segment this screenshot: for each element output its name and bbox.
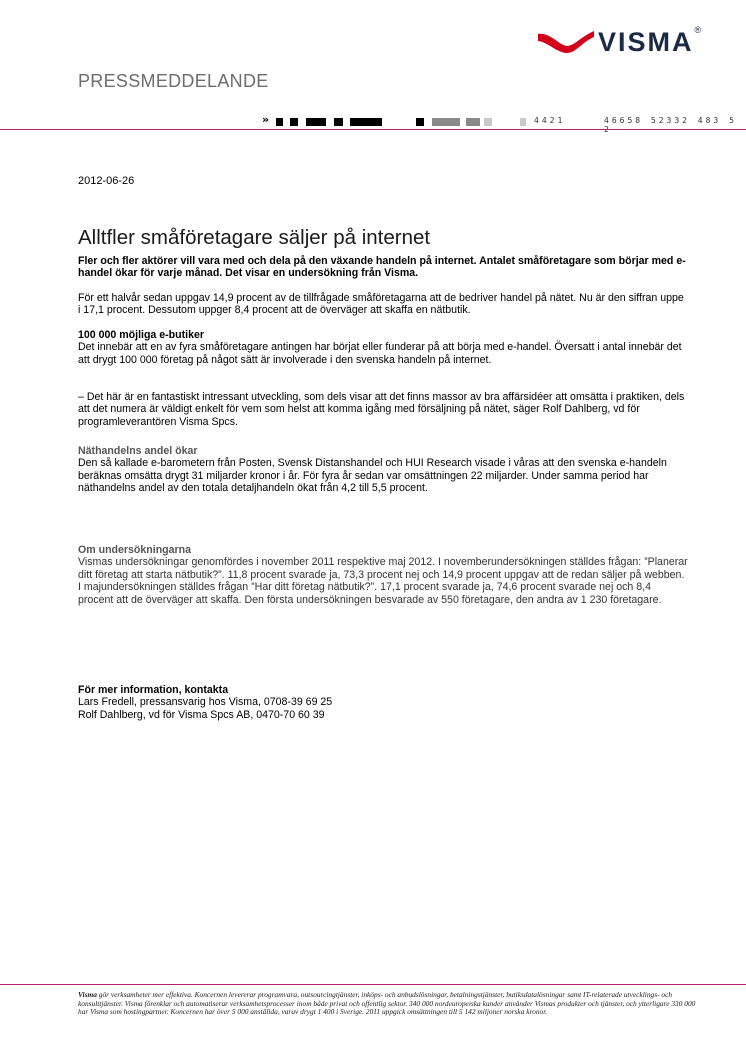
section-heading: 100 000 möjliga e-butiker — [78, 329, 205, 341]
footer-boilerplate — [78, 991, 698, 1017]
visma-swoosh-icon — [536, 28, 596, 56]
body-paragraph-1: För ett halvår sedan uppgav 14,9 procent av de tillfrågade småföretagarna att de bedriver handel på nätet. Nu är den siffran uppe i 17,1 procent. Dessutom uppger 8,4 procent att de överväger att skaffa en nätbutik. — [78, 292, 684, 317]
release-date: 2012-06-26 — [78, 175, 135, 187]
visma-logo — [536, 24, 726, 60]
section-heading: Om undersökningarna — [78, 544, 192, 556]
contact-block — [78, 684, 688, 721]
headline: Alltfler småföretagare säljer på internet — [78, 226, 431, 249]
footer-text: gör verksamheter mer effektiva. Koncernen levererar programvara, outsourcingtjänster, inköps- och anbudslösningar, betalningstjänster, butiksdatalösningar samt IT-relaterade utvecklings- och konsulttjänster. Visma förenklar och automatiserar verksamhetsprocesser inom både privat och offentlig sektor. 340 000 nordeuropeiska kunder använder Vismas produkter och tjänster, och ytterligare 330 000 har Visma som hostingpartner. Koncernen har över 5 000 anställda, varav drygt 1 400 i Sverige. 2011 uppgick omsättningen till 5 142 miljoner norska kronor. — [78, 990, 696, 1017]
section-text: Vismas undersökningar genomfördes i november 2011 respektive maj 2012. I novemberundersökningen ställdes frågan: ”Planerar ditt företag att starta nätbutik?”. 11,8 procent svarade ja, 73,3 procent nej och 14,9 procent uppgav att de redan säljer på webben. I majundersökningen ställdes frågan ”Har ditt företag nätbutik?”. 17,1 procent svarade ja, 74,6 procent svarade nej och 8,4 procent att de överväger att skaffa. Den första undersökningen besvarade av 550 företagare, den andra av 1 230 företagare. — [78, 556, 688, 606]
section-text: Den så kallade e-barometern från Posten, Svensk Distanshandel och HUI Research visade i våras att den svenska e-handeln beräknas omsätta drygt 31 miljarder kronor i år. För fyra år sedan var omsättningen 22 miljarder. Under samma period har näthandelns andel av den totala detaljhandeln ökat från 4,2 till 5,5 procent. — [78, 457, 667, 495]
quote-paragraph: – Det här är en fantastiskt intressant utveckling, som dels visar att det finns massor av bra affärsidéer att omsätta i praktiken, dels att det numera är väldigt enkelt för vem som helst att komma igång med försäljning på nätet, säger Rolf Dahlberg, vd för programleverantören Visma Spcs. — [78, 391, 685, 428]
section-heading: Näthandelns andel ökar — [78, 445, 198, 457]
barcode-strip — [262, 115, 746, 127]
section-e-butiker — [78, 329, 688, 366]
registered-mark: ® — [694, 25, 702, 35]
section-text: Det innebär att en av fyra småföretagare antingen har börjat eller funderar på att börja med e-handel. Översatt i antal innebär det att drygt 100 000 företag på något sätt är involverade i den svenska handeln på internet. — [78, 341, 682, 366]
section-undersokningar — [78, 544, 688, 606]
contact-line-2: Rolf Dahlberg, vd för Visma Spcs AB, 0470-70 60 39 — [78, 708, 325, 721]
lead-paragraph: Fler och fler aktörer vill vara med och dela på den växande handeln på internet. Antalet småföretagare som börjar med e-handel ökar för varje månad. Det visar en undersökning från Visma. — [78, 255, 686, 280]
header-rule — [0, 129, 746, 130]
footer-rule — [0, 984, 746, 985]
barcode-digits-a: 4421 — [534, 116, 566, 125]
barcode-digits-b: 46658 52332 483 5 — [604, 116, 737, 125]
contact-heading: För mer information, kontakta — [78, 684, 229, 696]
contact-line-1: Lars Fredell, pressansvarig hos Visma, 0708-39 69 25 — [78, 696, 333, 709]
document-type: PRESSMEDDELANDE — [78, 71, 269, 91]
section-nathandel — [78, 445, 688, 495]
chevron-icon: » — [262, 113, 270, 126]
logo-wordmark: VISMA — [598, 26, 694, 57]
footer-brand: Visma — [78, 990, 97, 999]
